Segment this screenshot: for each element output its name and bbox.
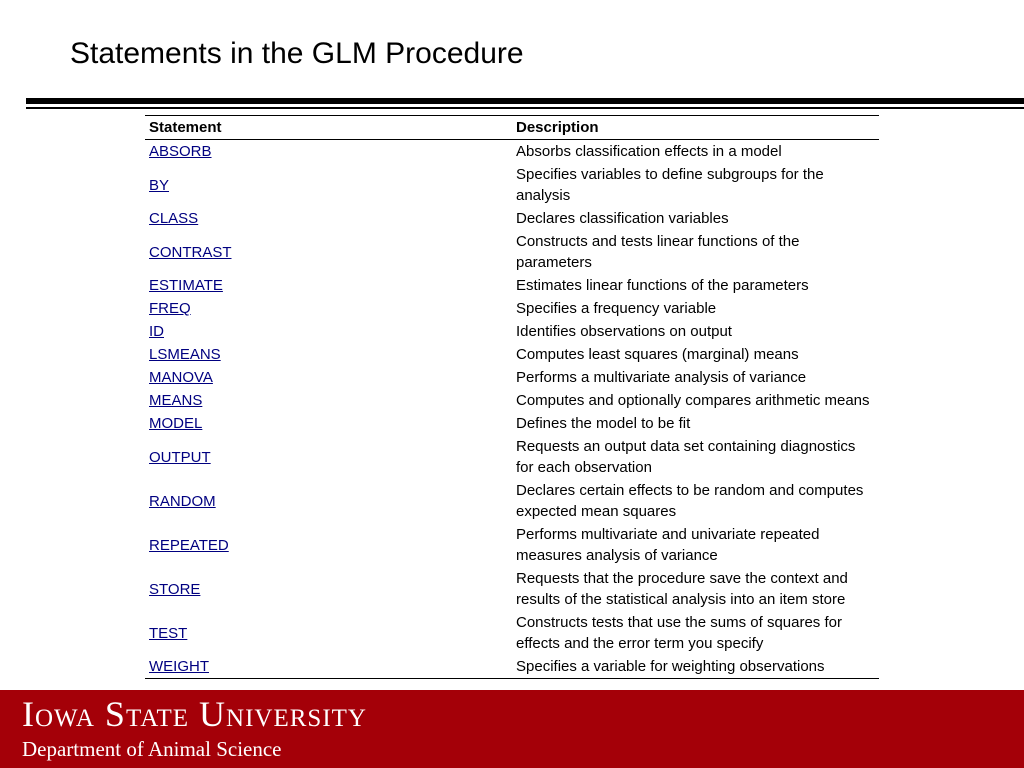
title-rule-thick <box>26 98 1024 104</box>
table-row <box>145 567 879 611</box>
statement-link-absorb[interactable]: ABSORB <box>149 143 212 160</box>
statement-cell <box>145 274 512 297</box>
statement-cell <box>145 611 512 655</box>
table-row <box>145 343 879 366</box>
table-row <box>145 297 879 320</box>
description-cell: Computes and optionally compares arithmetic means <box>516 392 870 409</box>
statement-cell <box>145 435 512 479</box>
statement-cell <box>145 567 512 611</box>
statement-cell <box>145 163 512 207</box>
header-description: Description <box>512 116 879 140</box>
university-name: Iowa State University <box>22 694 367 734</box>
description-cell: Performs a multivariate analysis of variance <box>516 369 807 386</box>
statement-link-weight[interactable]: WEIGHT <box>149 658 209 675</box>
statement-link-contrast[interactable]: CONTRAST <box>149 243 232 261</box>
statements-table <box>145 115 879 679</box>
header-statement: Statement <box>145 116 512 140</box>
table-row <box>145 523 879 567</box>
table-row <box>145 163 879 207</box>
statement-link-store[interactable]: STORE <box>149 580 201 598</box>
statement-cell <box>145 140 512 164</box>
description-cell: Constructs and tests linear functions of the parameters <box>516 233 800 271</box>
statement-link-model[interactable]: MODEL <box>149 415 203 432</box>
table-row <box>145 320 879 343</box>
statement-link-lsmeans[interactable]: LSMEANS <box>149 346 221 363</box>
slide-title: Statements in the GLM Procedure <box>70 37 524 70</box>
statement-cell <box>145 320 512 343</box>
department-name: Department of Animal Science <box>22 737 282 761</box>
table-row <box>145 230 879 274</box>
table-header-row <box>145 116 879 140</box>
statement-link-test[interactable]: TEST <box>149 624 188 642</box>
description-cell: Estimates linear functions of the parameters <box>516 277 809 294</box>
statement-link-class[interactable]: CLASS <box>149 210 199 227</box>
statement-cell <box>145 343 512 366</box>
description-cell: Computes least squares (marginal) means <box>516 346 799 363</box>
table-row <box>145 274 879 297</box>
table-row <box>145 207 879 230</box>
statement-cell <box>145 412 512 435</box>
table-row <box>145 435 879 479</box>
description-cell: Declares certain effects to be random and computes expected mean squares <box>516 482 864 520</box>
description-cell: Specifies variables to define subgroups for the analysis <box>516 166 824 204</box>
description-cell: Specifies a frequency variable <box>516 300 717 317</box>
footer-banner <box>0 690 1024 768</box>
description-cell: Absorbs classification effects in a model <box>516 143 782 160</box>
statement-link-means[interactable]: MEANS <box>149 392 203 409</box>
description-cell: Defines the model to be fit <box>516 415 691 432</box>
statement-link-by[interactable]: BY <box>149 176 170 194</box>
statement-link-output[interactable]: OUTPUT <box>149 448 211 466</box>
statement-cell <box>145 207 512 230</box>
statement-cell <box>145 230 512 274</box>
description-cell: Constructs tests that use the sums of squares for effects and the error term you specify <box>516 614 842 652</box>
statement-link-id[interactable]: ID <box>149 323 164 340</box>
statement-cell <box>145 655 512 679</box>
table-row <box>145 655 879 679</box>
table-row <box>145 479 879 523</box>
statement-link-estimate[interactable]: ESTIMATE <box>149 277 223 294</box>
description-cell: Declares classification variables <box>516 210 729 227</box>
description-cell: Requests that the procedure save the context and results of the statistical analysis into an item store <box>516 570 848 608</box>
title-rule-thin <box>26 107 1024 109</box>
statement-link-manova[interactable]: MANOVA <box>149 369 213 386</box>
statement-cell <box>145 366 512 389</box>
statement-cell <box>145 389 512 412</box>
statement-link-random[interactable]: RANDOM <box>149 492 216 510</box>
description-cell: Specifies a variable for weighting observations <box>512 655 879 679</box>
table-row <box>145 611 879 655</box>
table-row <box>145 140 879 164</box>
description-cell: Requests an output data set containing diagnostics for each observation <box>516 438 856 476</box>
description-cell: Identifies observations on output <box>516 323 732 340</box>
statement-link-freq[interactable]: FREQ <box>149 300 191 317</box>
description-cell: Performs multivariate and univariate repeated measures analysis of variance <box>516 526 820 564</box>
statement-cell <box>145 297 512 320</box>
table-row <box>145 366 879 389</box>
table-row <box>145 412 879 435</box>
statement-link-repeated[interactable]: REPEATED <box>149 536 229 554</box>
statement-cell <box>145 523 512 567</box>
statement-cell <box>145 479 512 523</box>
table-row <box>145 389 879 412</box>
